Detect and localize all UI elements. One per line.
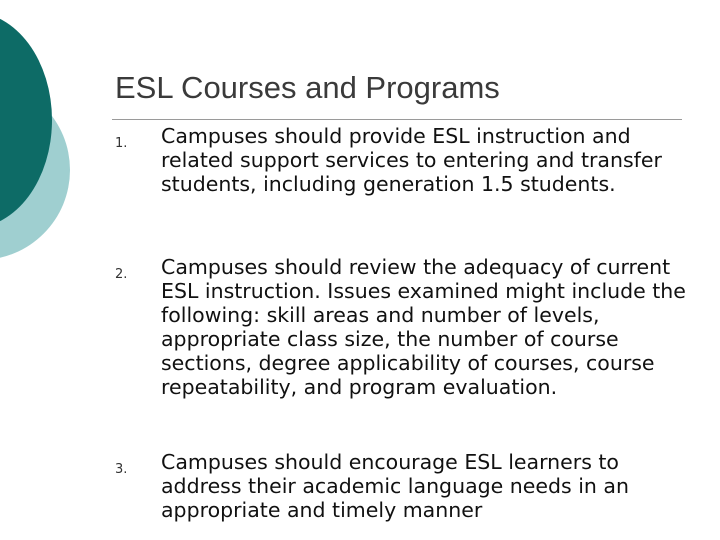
list-item-text: Campuses should encourage ESL learners to address their academic language needs in an appropriate and timely manner	[161, 450, 629, 522]
list-item-number: 3.	[115, 462, 128, 477]
list-item-number: 1.	[115, 136, 128, 151]
list-item-text: Campuses should review the adequacy of current ESL instruction. Issues examined might include the following: skill areas and number of levels, appropriate class size, the number of course sections, degree applicability of courses, course repeatability, and program evaluation.	[161, 255, 686, 399]
slide-title: ESL Courses and Programs	[115, 70, 500, 105]
list-item-text: Campuses should provide ESL instruction and related support services to entering and transfer students, including generation 1.5 students.	[161, 124, 662, 196]
title-divider	[112, 119, 682, 120]
list-item-number: 2.	[115, 267, 128, 282]
decorative-circles	[0, 0, 100, 300]
